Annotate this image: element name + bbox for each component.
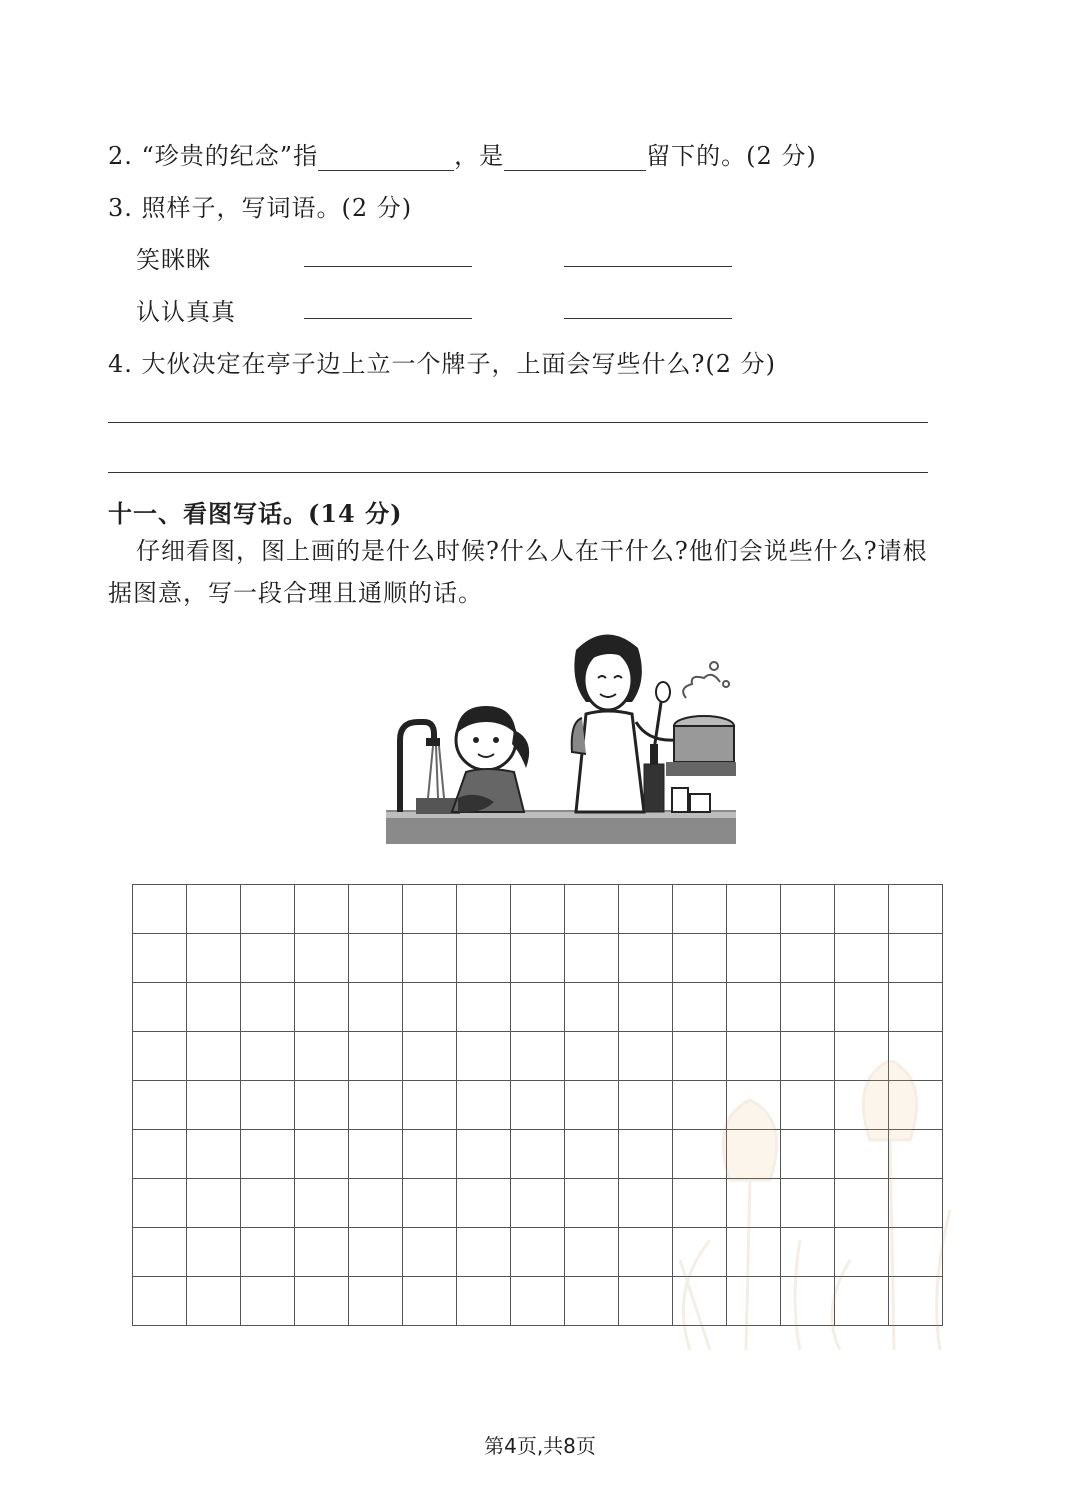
grid-cell[interactable]: [457, 1130, 511, 1179]
girl-figure: [452, 706, 529, 812]
grid-cell[interactable]: [241, 1081, 295, 1130]
question-3-title: 3. 照样子，写词语。(2 分): [108, 194, 413, 222]
grid-cell[interactable]: [457, 1228, 511, 1277]
grid-cell[interactable]: [187, 1081, 241, 1130]
grid-cell[interactable]: [457, 1081, 511, 1130]
grid-cell[interactable]: [241, 983, 295, 1032]
grid-cell[interactable]: [295, 885, 349, 934]
q3-example-2: 认认真真: [136, 298, 236, 326]
grid-cell[interactable]: [187, 885, 241, 934]
grid-cell[interactable]: [511, 934, 565, 983]
grid-row: [133, 934, 943, 983]
q2-blank-1[interactable]: [318, 144, 454, 171]
grid-cell[interactable]: [457, 934, 511, 983]
grid-cell[interactable]: [673, 885, 727, 934]
tulip-watermark: [650, 1060, 990, 1360]
grid-cell[interactable]: [727, 934, 781, 983]
grid-cell[interactable]: [133, 934, 187, 983]
grid-cell[interactable]: [673, 934, 727, 983]
section-11-title: 十一、看图写话。(14 分): [108, 499, 403, 528]
grid-cell[interactable]: [835, 983, 889, 1032]
grid-cell[interactable]: [349, 1130, 403, 1179]
grid-cell[interactable]: [457, 1032, 511, 1081]
q2-mid: ，是: [454, 142, 505, 170]
grid-cell[interactable]: [133, 1032, 187, 1081]
grid-cell[interactable]: [349, 1179, 403, 1228]
q3-example-1: 笑眯眯: [136, 246, 211, 274]
grid-row: [133, 983, 943, 1032]
grid-cell[interactable]: [565, 1081, 619, 1130]
grid-cell[interactable]: [241, 1179, 295, 1228]
grid-cell[interactable]: [241, 1228, 295, 1277]
grid-cell[interactable]: [511, 1179, 565, 1228]
grid-cell[interactable]: [295, 1179, 349, 1228]
grid-cell[interactable]: [187, 1277, 241, 1326]
grid-cell[interactable]: [565, 1179, 619, 1228]
section-11-instructions: [108, 530, 958, 614]
grid-cell[interactable]: [133, 983, 187, 1032]
grid-cell[interactable]: [889, 885, 943, 934]
grid-cell[interactable]: [349, 1228, 403, 1277]
q3-answer-line-1a[interactable]: [304, 266, 472, 267]
grid-cell[interactable]: [457, 1179, 511, 1228]
q2-prefix: 2. “珍贵的纪念”指: [108, 142, 319, 170]
grid-cell[interactable]: [781, 934, 835, 983]
grid-cell[interactable]: [241, 934, 295, 983]
grid-cell[interactable]: [187, 1032, 241, 1081]
grid-cell[interactable]: [295, 1081, 349, 1130]
grid-cell[interactable]: [619, 983, 673, 1032]
grid-cell[interactable]: [565, 934, 619, 983]
grid-cell[interactable]: [349, 1277, 403, 1326]
grid-cell[interactable]: [403, 885, 457, 934]
grid-cell[interactable]: [187, 934, 241, 983]
grid-cell[interactable]: [241, 885, 295, 934]
question-2: [108, 136, 817, 171]
grid-cell[interactable]: [133, 885, 187, 934]
grid-cell[interactable]: [457, 1277, 511, 1326]
grid-cell[interactable]: [403, 934, 457, 983]
grid-cell[interactable]: [511, 1277, 565, 1326]
kitchen-illustration: [386, 622, 736, 844]
grid-cell[interactable]: [133, 1179, 187, 1228]
grid-cell[interactable]: [187, 1179, 241, 1228]
grid-cell[interactable]: [781, 885, 835, 934]
grid-cell[interactable]: [295, 1032, 349, 1081]
q3-answer-line-1b[interactable]: [564, 266, 732, 267]
grid-row: [133, 885, 943, 934]
grid-cell[interactable]: [727, 983, 781, 1032]
grid-cell[interactable]: [565, 885, 619, 934]
grid-cell[interactable]: [133, 1130, 187, 1179]
grid-cell[interactable]: [403, 1277, 457, 1326]
grid-cell[interactable]: [457, 983, 511, 1032]
grid-cell[interactable]: [133, 1228, 187, 1277]
cooking-pot: [666, 662, 736, 776]
grid-cell[interactable]: [565, 1032, 619, 1081]
grid-cell[interactable]: [295, 934, 349, 983]
instructions-line-2: 据图意，写一段合理且通顺的话。: [108, 579, 483, 607]
grid-cell[interactable]: [511, 1081, 565, 1130]
grid-cell[interactable]: [403, 1179, 457, 1228]
grid-cell[interactable]: [187, 1130, 241, 1179]
grid-cell[interactable]: [457, 885, 511, 934]
grid-cell[interactable]: [727, 885, 781, 934]
grid-cell[interactable]: [403, 983, 457, 1032]
instructions-line-1: 仔细看图，图上画的是什么时候?什么人在干什么?他们会说些什么?请根: [136, 537, 928, 565]
grid-cell[interactable]: [241, 1032, 295, 1081]
q4-answer-line-2[interactable]: [108, 472, 928, 473]
grid-cell[interactable]: [349, 1032, 403, 1081]
water-stream: [428, 746, 444, 798]
grid-cell[interactable]: [241, 1277, 295, 1326]
grid-cell[interactable]: [295, 1130, 349, 1179]
q3-answer-line-2a[interactable]: [304, 318, 472, 319]
grid-cell[interactable]: [781, 983, 835, 1032]
grid-cell[interactable]: [889, 934, 943, 983]
grid-cell[interactable]: [187, 1228, 241, 1277]
grid-cell[interactable]: [835, 885, 889, 934]
grid-cell[interactable]: [565, 1228, 619, 1277]
grid-cell[interactable]: [133, 1277, 187, 1326]
grid-cell[interactable]: [295, 1228, 349, 1277]
grid-cell[interactable]: [403, 1081, 457, 1130]
grid-cell[interactable]: [511, 1228, 565, 1277]
grid-cell[interactable]: [511, 885, 565, 934]
grid-cell[interactable]: [295, 983, 349, 1032]
grid-cell[interactable]: [619, 934, 673, 983]
grid-cell[interactable]: [349, 885, 403, 934]
grid-cell[interactable]: [403, 1228, 457, 1277]
grid-cell[interactable]: [565, 1130, 619, 1179]
grid-cell[interactable]: [565, 1277, 619, 1326]
grid-cell[interactable]: [241, 1130, 295, 1179]
grid-cell[interactable]: [133, 1081, 187, 1130]
q2-blank-2[interactable]: [504, 144, 646, 171]
grid-cell[interactable]: [403, 1130, 457, 1179]
grid-cell[interactable]: [295, 1277, 349, 1326]
grid-cell[interactable]: [889, 983, 943, 1032]
grid-cell[interactable]: [349, 934, 403, 983]
q4-answer-line-1[interactable]: [108, 422, 928, 423]
grid-cell[interactable]: [349, 1081, 403, 1130]
grid-cell[interactable]: [619, 885, 673, 934]
question-4-title: 4. 大伙决定在亭子边上立一个牌子，上面会写些什么?(2 分): [108, 350, 777, 378]
grid-cell[interactable]: [565, 983, 619, 1032]
grid-cell[interactable]: [511, 1130, 565, 1179]
page-footer: 第4页,共8页: [484, 1434, 596, 1458]
q2-suffix: 留下的。(2 分): [646, 142, 817, 170]
grid-cell[interactable]: [403, 1032, 457, 1081]
grid-cell[interactable]: [511, 1032, 565, 1081]
grid-cell[interactable]: [187, 983, 241, 1032]
grid-cell[interactable]: [673, 983, 727, 1032]
q3-answer-line-2b[interactable]: [564, 318, 732, 319]
grid-cell[interactable]: [835, 934, 889, 983]
grid-cell[interactable]: [349, 983, 403, 1032]
grid-cell[interactable]: [511, 983, 565, 1032]
